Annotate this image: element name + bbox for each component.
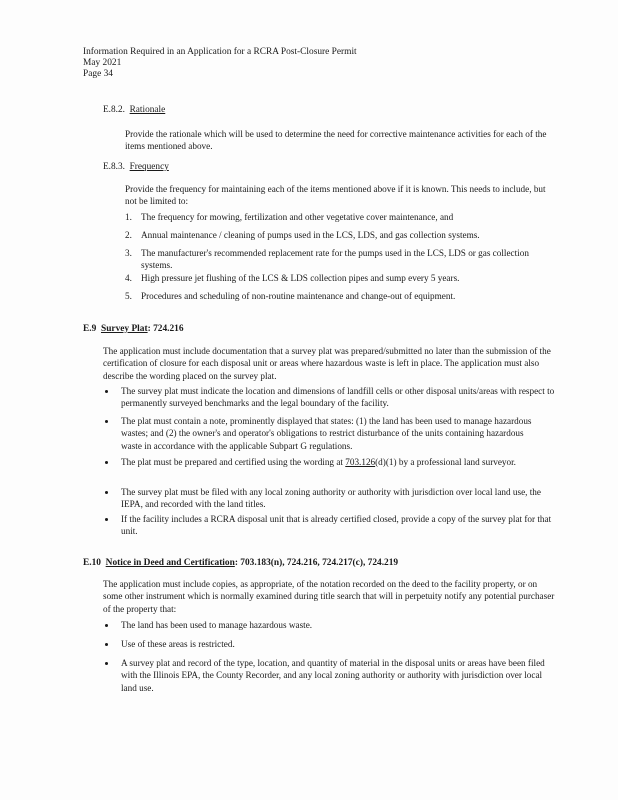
section-e10-citation: : 703.183(n), 724.216, 724.217(c), 724.219 xyxy=(234,558,399,568)
list-item: Procedures and scheduling of non-routine maintenance and change-out of equipment. xyxy=(141,291,456,301)
section-e10-title: Notice in Deed and Certification xyxy=(105,558,235,568)
list-item: Use of these areas is restricted. xyxy=(121,639,235,649)
list-item-number: 2. xyxy=(125,230,132,240)
list-item-number: 5. xyxy=(125,291,132,301)
list-item: If the facility includes a RCRA disposal unit that is already certified closed, provide a copy of the survey plat for that unit. xyxy=(121,514,552,537)
bullet-icon xyxy=(105,518,108,521)
list-item: The land has been used to manage hazardous waste. xyxy=(121,620,313,630)
list-item: The manufacturer's recommended replacement rate for the pumps used in the LCS, LDS or gas collection systems. xyxy=(141,248,529,271)
bullet-icon xyxy=(105,491,108,494)
document-date: May 2021 xyxy=(83,58,122,68)
list-item: The frequency for mowing, fertilization and other vegetative cover maintenance, and xyxy=(141,212,454,222)
section-e9-intro: The application must include documentation that a survey plat was prepared/submitted no later than the submission of the certification of closure for each disposal unit or areas where hazardous waste is left in place. The application must also describe the wording placed on the survey plat. xyxy=(103,346,551,381)
section-e9-number: E.9 xyxy=(83,324,97,334)
section-e83-intro: Provide the frequency for maintaining each of the items mentioned above if it is known. This needs to include, but not be limited to: xyxy=(125,184,546,207)
list-item: The survey plat must be filed with any local zoning authority or authority with jurisdiction over local land use, the IEPA, and recorded with the land titles. xyxy=(121,487,541,510)
list-item: A survey plat and record of the type, location, and quantity of material in the disposal units or areas have been filed with the Illinois EPA, the County Recorder, and any local zoning authority or authority with jurisdiction over local land use. xyxy=(121,658,545,693)
section-e82-heading xyxy=(103,104,165,116)
list-item: Annual maintenance / cleaning of pumps used in the LCS, LDS, and gas collection systems. xyxy=(141,230,480,240)
document-title: Information Required in an Application for a RCRA Post-Closure Permit xyxy=(83,47,357,57)
section-e82-title: Rationale xyxy=(129,105,166,115)
page-number: Page 34 xyxy=(83,69,113,79)
section-e83-heading xyxy=(103,161,169,173)
section-e83-title: Frequency xyxy=(129,162,169,172)
list-item-number: 3. xyxy=(125,248,132,258)
list-item-number: 1. xyxy=(125,212,132,222)
list-item: The plat must contain a note, prominently displayed that states: (1) the land has been used to manage hazardous wastes; and (2) the owner's and operator's obligations to restrict disturbance of the units containing hazardous waste in accordance with the applicable Subpart G regulations. xyxy=(121,416,532,451)
section-e10-number: E.10 xyxy=(83,558,101,568)
section-e83-number: E.8.3. xyxy=(103,162,125,172)
regulation-link[interactable]: 703.126 xyxy=(345,457,376,467)
list-item: The survey plat must indicate the location and dimensions of landfill cells or other disposal units/areas with respect to permanently surveyed benchmarks and the legal boundary of the facility. xyxy=(121,386,555,409)
section-e9-citation: : 724.216 xyxy=(147,324,184,334)
section-e9-title: Survey Plat xyxy=(100,324,148,334)
section-e10-intro: The application must include copies, as appropriate, of the notation recorded on the deed to the facility property, or on some other instrument which is normally examined during title search that will in perpetuity notify any potential purchaser of the property that: xyxy=(103,579,555,614)
list-item-number: 4. xyxy=(125,273,132,283)
section-e9-heading xyxy=(83,323,184,335)
list-item: High pressure jet flushing of the LCS & LDS collection pipes and sump every 5 years. xyxy=(141,273,460,283)
bullet-icon xyxy=(105,624,108,627)
bullet-icon xyxy=(105,461,108,464)
section-e82-body: Provide the rationale which will be used to determine the need for corrective maintenance activities for each of the items mentioned above. xyxy=(125,129,547,152)
list-item xyxy=(121,456,541,468)
bullet-icon xyxy=(105,662,108,665)
section-e10-heading xyxy=(83,557,398,569)
bullet-text: The plat must be prepared and certified using the wording at xyxy=(121,457,346,467)
section-e82-number: E.8.2. xyxy=(103,105,125,115)
bullet-icon xyxy=(105,390,108,393)
bullet-icon xyxy=(105,643,108,646)
bullet-icon xyxy=(105,420,108,423)
bullet-text: (d)(1) by a professional land surveyor. xyxy=(375,457,516,467)
